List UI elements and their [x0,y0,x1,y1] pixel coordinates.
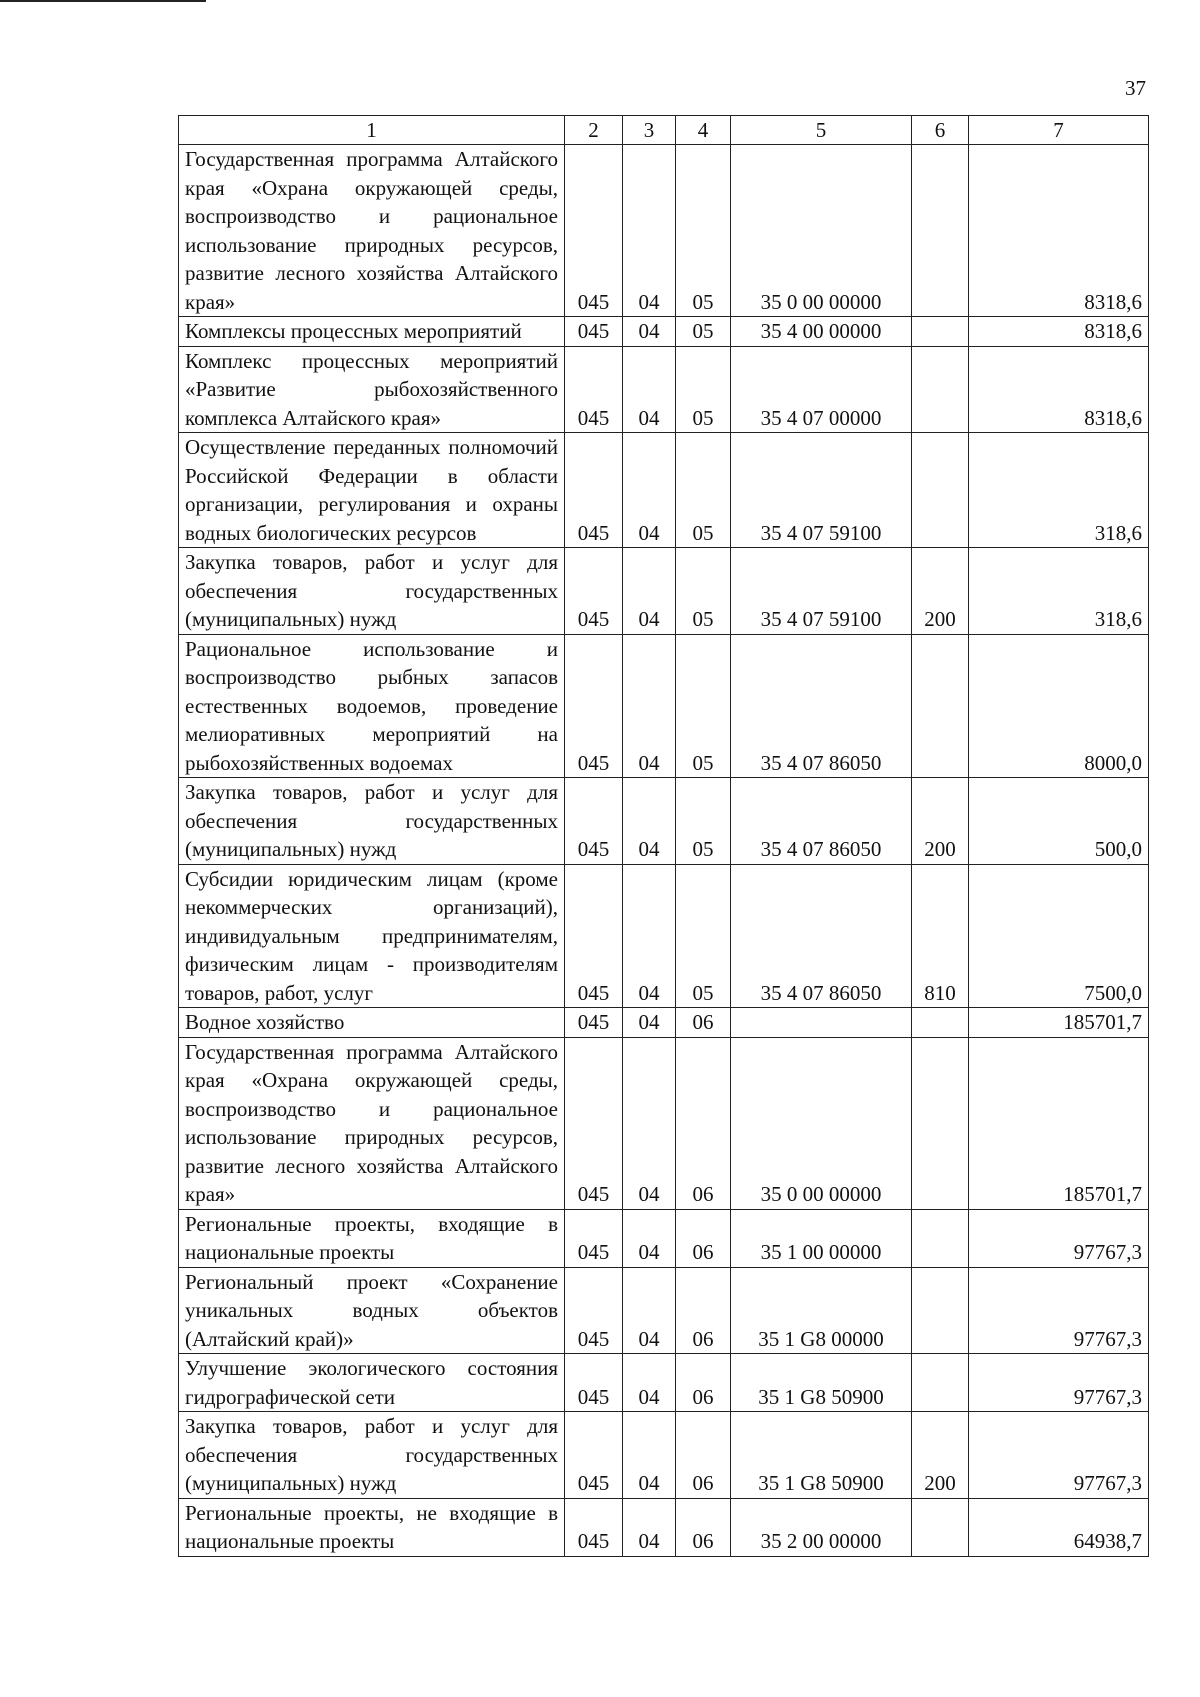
col5-value: 35 1 G8 00000 [731,1267,912,1354]
col6-value: 200 [912,1412,969,1499]
col4-value: 05 [676,317,731,347]
row-name: Субсидии юридическим лицам (кроме некоммерческих организаций), индивидуальным предпринимателям, физическим лицам - производителям товаров, работ, услуг [179,864,565,1008]
table-row [179,1008,1149,1038]
col5-value: 35 4 07 00000 [731,346,912,433]
column-header: 7 [969,116,1149,145]
col6-value [912,1008,969,1038]
col6-value: 200 [912,778,969,865]
table-row [179,346,1149,433]
col3-value: 04 [623,778,676,865]
col2-value: 045 [565,548,623,635]
row-name: Комплекс процессных мероприятий «Развитие рыбохозяйственного комплекса Алтайского края» [179,346,565,433]
header-row [179,116,1149,145]
column-header: 2 [565,116,623,145]
row-name: Закупка товаров, работ и услуг для обеспечения государственных (муниципальных) нужд [179,778,565,865]
column-header: 1 [179,116,565,145]
col5-value: 35 4 07 86050 [731,864,912,1008]
col7-value: 500,0 [969,778,1149,865]
col5-value: 35 4 00 00000 [731,317,912,347]
col4-value: 05 [676,778,731,865]
col5-value: 35 4 07 59100 [731,433,912,548]
col3-value: 04 [623,1008,676,1038]
col3-value: 04 [623,1037,676,1209]
col3-value: 04 [623,1354,676,1412]
col7-value: 7500,0 [969,864,1149,1008]
col4-value: 05 [676,634,731,778]
col6-value [912,1037,969,1209]
col5-value: 35 2 00 00000 [731,1498,912,1556]
col7-value: 97767,3 [969,1412,1149,1499]
table-row [179,317,1149,347]
col3-value: 04 [623,548,676,635]
row-name: Осуществление переданных полномочий Российской Федерации в области организации, регулирования и охраны водных биологических ресурсов [179,433,565,548]
col4-value: 06 [676,1008,731,1038]
col7-value: 8000,0 [969,634,1149,778]
table-row [179,1498,1149,1556]
col2-value: 045 [565,1412,623,1499]
col6-value [912,634,969,778]
row-name: Государственная программа Алтайского края «Охрана окружающей среды, воспроизводство и рациональное использование природных ресурсов, развитие лесного хозяйства Алтайского края» [179,145,565,317]
col2-value: 045 [565,346,623,433]
col4-value: 05 [676,864,731,1008]
col2-value: 045 [565,1267,623,1354]
col2-value: 045 [565,1209,623,1267]
col6-value [912,317,969,347]
col7-value: 8318,6 [969,145,1149,317]
table-row [179,1267,1149,1354]
column-header: 4 [676,116,731,145]
table-row [179,1209,1149,1267]
col6-value [912,1498,969,1556]
col7-value: 318,6 [969,433,1149,548]
row-name: Государственная программа Алтайского края «Охрана окружающей среды, воспроизводство и рациональное использование природных ресурсов, развитие лесного хозяйства Алтайского края» [179,1037,565,1209]
col3-value: 04 [623,317,676,347]
col5-value: 35 4 07 59100 [731,548,912,635]
column-header: 3 [623,116,676,145]
col7-value: 8318,6 [969,317,1149,347]
col6-value: 810 [912,864,969,1008]
top-rule [0,0,206,2]
col4-value: 06 [676,1412,731,1499]
table-row [179,778,1149,865]
row-name: Улучшение экологического состояния гидрографической сети [179,1354,565,1412]
col7-value: 97767,3 [969,1354,1149,1412]
col4-value: 06 [676,1267,731,1354]
row-name: Закупка товаров, работ и услуг для обеспечения государственных (муниципальных) нужд [179,1412,565,1499]
col7-value: 97767,3 [969,1209,1149,1267]
col6-value: 200 [912,548,969,635]
row-name: Региональные проекты, не входящие в национальные проекты [179,1498,565,1556]
col2-value: 045 [565,1498,623,1556]
col4-value: 05 [676,346,731,433]
col3-value: 04 [623,145,676,317]
col7-value: 185701,7 [969,1008,1149,1038]
col6-value [912,1354,969,1412]
table-row [179,548,1149,635]
col2-value: 045 [565,634,623,778]
col3-value: 04 [623,864,676,1008]
table-row [179,634,1149,778]
col5-value: 35 1 G8 50900 [731,1354,912,1412]
col5-value: 35 4 07 86050 [731,634,912,778]
row-name: Региональный проект «Сохранение уникальных водных объектов (Алтайский край)» [179,1267,565,1354]
col2-value: 045 [565,145,623,317]
col6-value [912,433,969,548]
col2-value: 045 [565,433,623,548]
table-row [179,1412,1149,1499]
row-name: Закупка товаров, работ и услуг для обеспечения государственных (муниципальных) нужд [179,548,565,635]
table-row [179,145,1149,317]
col3-value: 04 [623,1498,676,1556]
col5-value: 35 1 G8 50900 [731,1412,912,1499]
row-name: Рациональное использование и воспроизводство рыбных запасов естественных водоемов, проведение мелиоративных мероприятий на рыбохозяйственных водоемах [179,634,565,778]
col7-value: 185701,7 [969,1037,1149,1209]
col5-value: 35 4 07 86050 [731,778,912,865]
col2-value: 045 [565,778,623,865]
col7-value: 64938,7 [969,1498,1149,1556]
table-row [179,864,1149,1008]
col6-value [912,1267,969,1354]
col3-value: 04 [623,1267,676,1354]
col2-value: 045 [565,1037,623,1209]
col6-value [912,145,969,317]
col3-value: 04 [623,1412,676,1499]
column-header: 6 [912,116,969,145]
row-name: Региональные проекты, входящие в национальные проекты [179,1209,565,1267]
col6-value [912,346,969,433]
col4-value: 06 [676,1354,731,1412]
col4-value: 06 [676,1037,731,1209]
col5-value: 35 1 00 00000 [731,1209,912,1267]
row-name: Водное хозяйство [179,1008,565,1038]
col4-value: 05 [676,548,731,635]
col2-value: 045 [565,317,623,347]
budget-table [178,115,1149,1557]
col2-value: 045 [565,1354,623,1412]
table-row [179,1354,1149,1412]
col3-value: 04 [623,433,676,548]
col2-value: 045 [565,1008,623,1038]
col3-value: 04 [623,1209,676,1267]
col5-value: 35 0 00 00000 [731,145,912,317]
column-header: 5 [731,116,912,145]
col7-value: 8318,6 [969,346,1149,433]
col6-value [912,1209,969,1267]
col4-value: 05 [676,145,731,317]
col5-value: 35 0 00 00000 [731,1037,912,1209]
col2-value: 045 [565,864,623,1008]
col3-value: 04 [623,346,676,433]
col7-value: 318,6 [969,548,1149,635]
col4-value: 06 [676,1209,731,1267]
page-number: 37 [1125,76,1146,100]
row-name: Комплексы процессных мероприятий [179,317,565,347]
table-row [179,433,1149,548]
col7-value: 97767,3 [969,1267,1149,1354]
table-row [179,1037,1149,1209]
col5-value [731,1008,912,1038]
col3-value: 04 [623,634,676,778]
col4-value: 05 [676,433,731,548]
col4-value: 06 [676,1498,731,1556]
